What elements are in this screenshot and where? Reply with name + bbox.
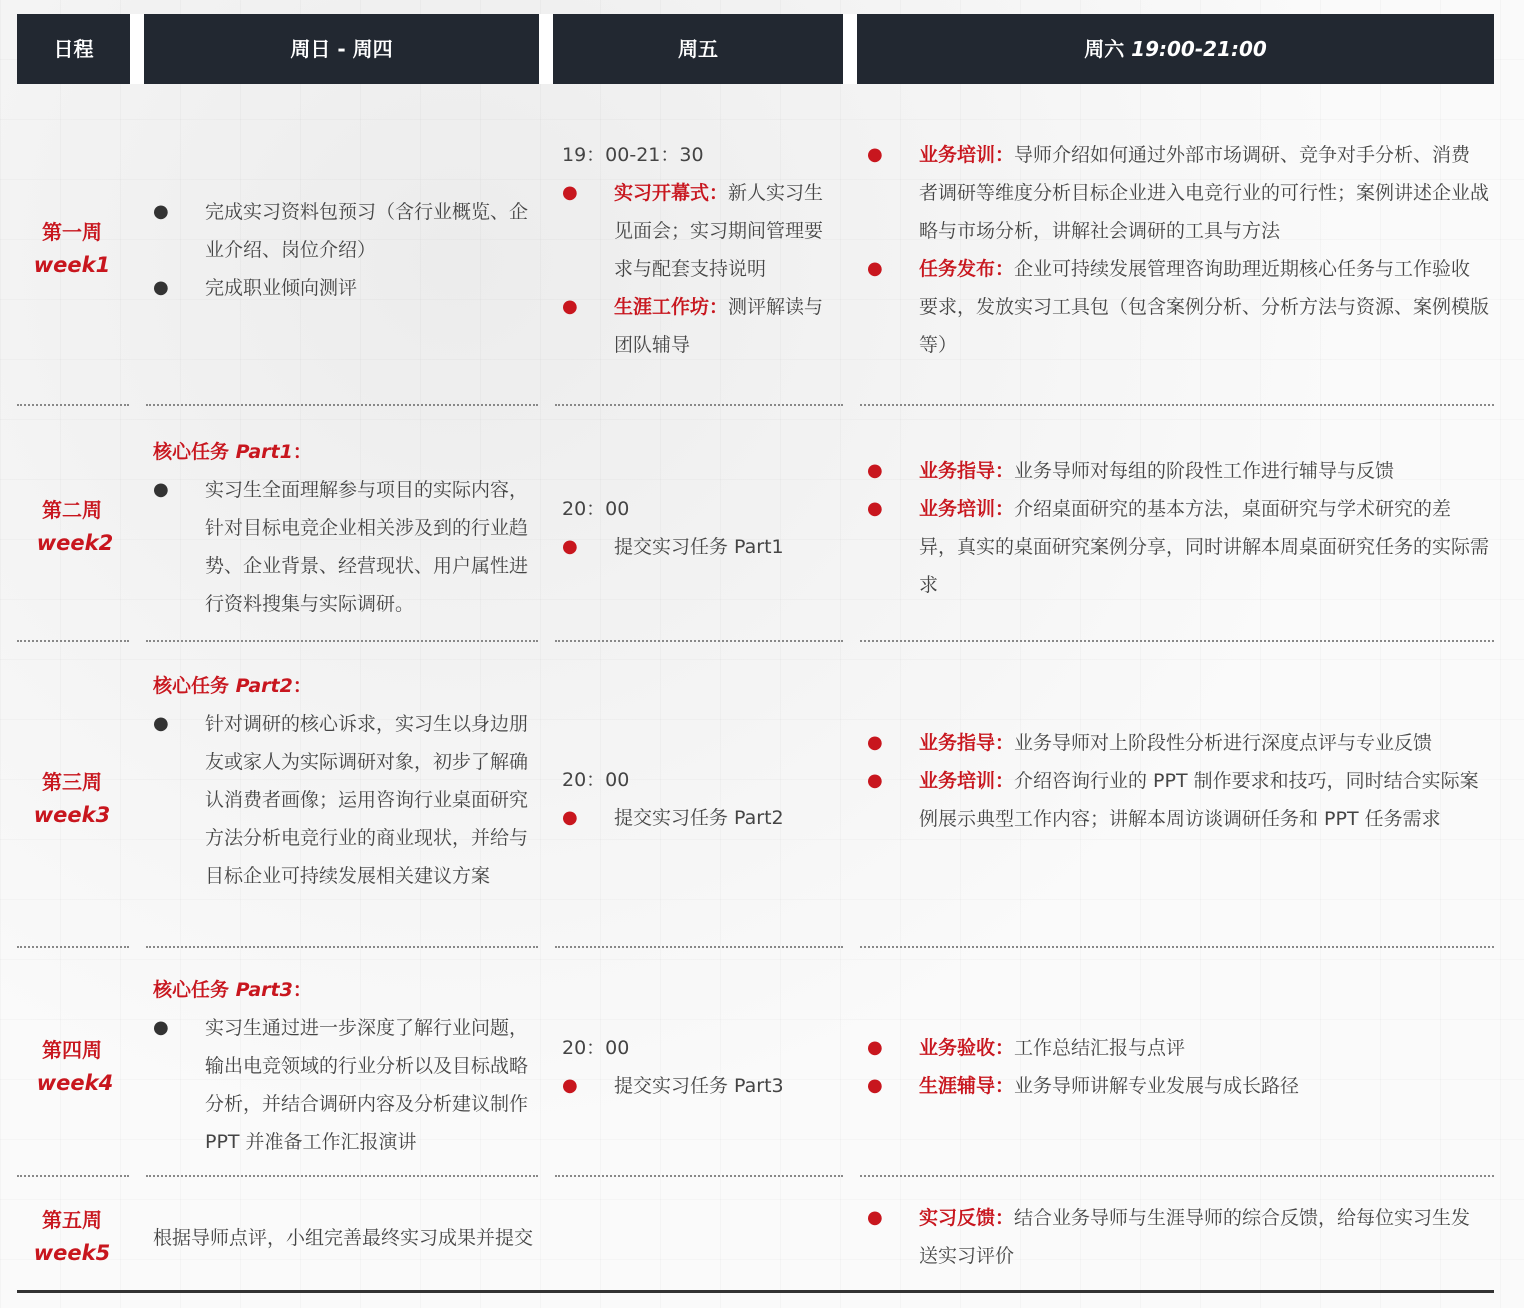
row3-sun-thu: [153, 667, 533, 895]
row5-sun-thu: 根据导师点评，小组完善最终实习成果并提交: [153, 1227, 534, 1249]
list-item: ● 提交实习任务 Part2: [562, 799, 837, 837]
row2-sun-thu: [153, 433, 533, 623]
list-item: ● 任务发布：企业可持续发展管理咨询助理近期核心任务与工作验收要求，发放实习工具包（包含案例分析、分析方法与资源、案例模版等）: [867, 250, 1489, 364]
week-label-en: week5: [33, 1241, 111, 1265]
header-separator: [130, 14, 144, 84]
row5-saturday: [867, 1199, 1489, 1275]
bullet-icon: ●: [562, 296, 578, 317]
table-bottom-border: [17, 1290, 1494, 1293]
header-separator: [539, 14, 553, 84]
row1-sun-thu: [153, 193, 528, 307]
row1-saturday: [867, 136, 1489, 364]
week-label-en: week1: [33, 253, 111, 277]
bullet-icon: ●: [153, 277, 169, 298]
bullet-icon: ●: [153, 201, 169, 222]
bullet-icon: ●: [867, 770, 883, 791]
week-label-zh: 第一周: [42, 220, 102, 244]
list-item: ● 完成职业倾向测评: [153, 269, 528, 307]
time-label: 20：00: [562, 1037, 630, 1059]
row2-saturday: [867, 452, 1489, 604]
list-item: ● 业务指导：业务导师对每组的阶段性工作进行辅导与反馈: [867, 452, 1489, 490]
bullet-icon: ●: [562, 807, 578, 828]
bullet-icon: ●: [867, 1037, 883, 1058]
bullet-icon: ●: [867, 498, 883, 519]
week-label-zh: 第五周: [42, 1208, 102, 1232]
row4-sun-thu: [153, 971, 533, 1161]
core-task-title: 核心任务 Part3：: [153, 979, 312, 1001]
row2-friday: [562, 490, 837, 566]
week-label-en: week4: [36, 1071, 114, 1095]
bullet-icon: ●: [153, 713, 169, 734]
week-label-en: week2: [36, 531, 114, 555]
list-item: ● 提交实习任务 Part3: [562, 1067, 837, 1105]
list-item: ● 业务指导：业务导师对上阶段性分析进行深度点评与专业反馈: [867, 724, 1489, 762]
time-label: 19：00-21：30: [562, 144, 704, 166]
header-schedule: 日程: [53, 37, 94, 61]
bullet-icon: ●: [867, 1075, 883, 1096]
bullet-icon: ●: [562, 536, 578, 557]
header-saturday-label: 周六: [1084, 37, 1132, 61]
list-item: ● 业务培训：介绍桌面研究的基本方法，桌面研究与学术研究的差异，真实的桌面研究案例分享，同时讲解本周桌面研究任务的实际需求: [867, 490, 1489, 604]
header-saturday: [857, 14, 1494, 84]
list-item: ● 业务培训：介绍咨询行业的 PPT 制作要求和技巧，同时结合实际案例展示典型工作内容；讲解本周访谈调研任务和 PPT 任务需求: [867, 762, 1489, 838]
header-sun-thu: 周日 - 周四: [290, 37, 393, 61]
list-item: ● 实习生通过进一步深度了解行业问题，输出电竞领域的行业分析以及目标战略分析，并结合调研内容及分析建议制作 PPT 并准备工作汇报演讲: [153, 1009, 533, 1161]
bullet-icon: ●: [867, 258, 883, 279]
list-item: ● 实习开幕式：新人实习生见面会；实习期间管理要求与配套支持说明: [562, 174, 837, 288]
row1-friday: [562, 136, 837, 364]
bullet-icon: ●: [562, 1075, 578, 1096]
bullet-icon: ●: [867, 460, 883, 481]
bullet-icon: ●: [867, 732, 883, 753]
list-item: ● 完成实习资料包预习（含行业概览、企业介绍、岗位介绍）: [153, 193, 528, 269]
list-item: ● 生涯辅导：业务导师讲解专业发展与成长路径: [867, 1067, 1489, 1105]
week-label-zh: 第三周: [42, 770, 102, 794]
week-label-zh: 第二周: [42, 498, 102, 522]
header-separator: [843, 14, 857, 84]
bullet-icon: ●: [867, 144, 883, 165]
list-item: ● 针对调研的核心诉求，实习生以身边朋友或家人为实际调研对象，初步了解确认消费者画像；运用咨询行业桌面研究方法分析电竞行业的商业现状，并给与目标企业可持续发展相关建议方案: [153, 705, 533, 895]
bullet-icon: ●: [153, 479, 169, 500]
row3-saturday: [867, 724, 1489, 838]
list-item: ● 业务验收：工作总结汇报与点评: [867, 1029, 1489, 1067]
header-saturday-time: 19:00-21:00: [1131, 37, 1267, 61]
list-item: ● 生涯工作坊：测评解读与团队辅导: [562, 288, 837, 364]
bullet-icon: ●: [867, 1207, 883, 1228]
time-label: 20：00: [562, 769, 630, 791]
list-item: ● 实习反馈：结合业务导师与生涯导师的综合反馈，给每位实习生发送实习评价: [867, 1199, 1489, 1275]
list-item: ● 业务培训：导师介绍如何通过外部市场调研、竞争对手分析、消费者调研等维度分析目标企业进入电竞行业的可行性；案例讲述企业战略与市场分析，讲解社会调研的工具与方法: [867, 136, 1489, 250]
header-friday: 周五: [678, 37, 718, 61]
row4-saturday: [867, 1029, 1489, 1105]
list-item: ● 提交实习任务 Part1: [562, 528, 837, 566]
week-label-en: week3: [33, 803, 111, 827]
row3-friday: [562, 761, 837, 837]
table-header: [17, 14, 1494, 84]
core-task-title: 核心任务 Part2：: [153, 675, 312, 697]
core-task-title: 核心任务 Part1：: [153, 441, 312, 463]
bullet-icon: ●: [153, 1017, 169, 1038]
time-label: 20：00: [562, 498, 630, 520]
week-label-zh: 第四周: [42, 1038, 102, 1062]
row4-friday: [562, 1029, 837, 1105]
list-item: ● 实习生全面理解参与项目的实际内容，针对目标电竞企业相关涉及到的行业趋势、企业背景、经营现状、用户属性进行资料搜集与实际调研。: [153, 471, 533, 623]
bullet-icon: ●: [562, 182, 578, 203]
